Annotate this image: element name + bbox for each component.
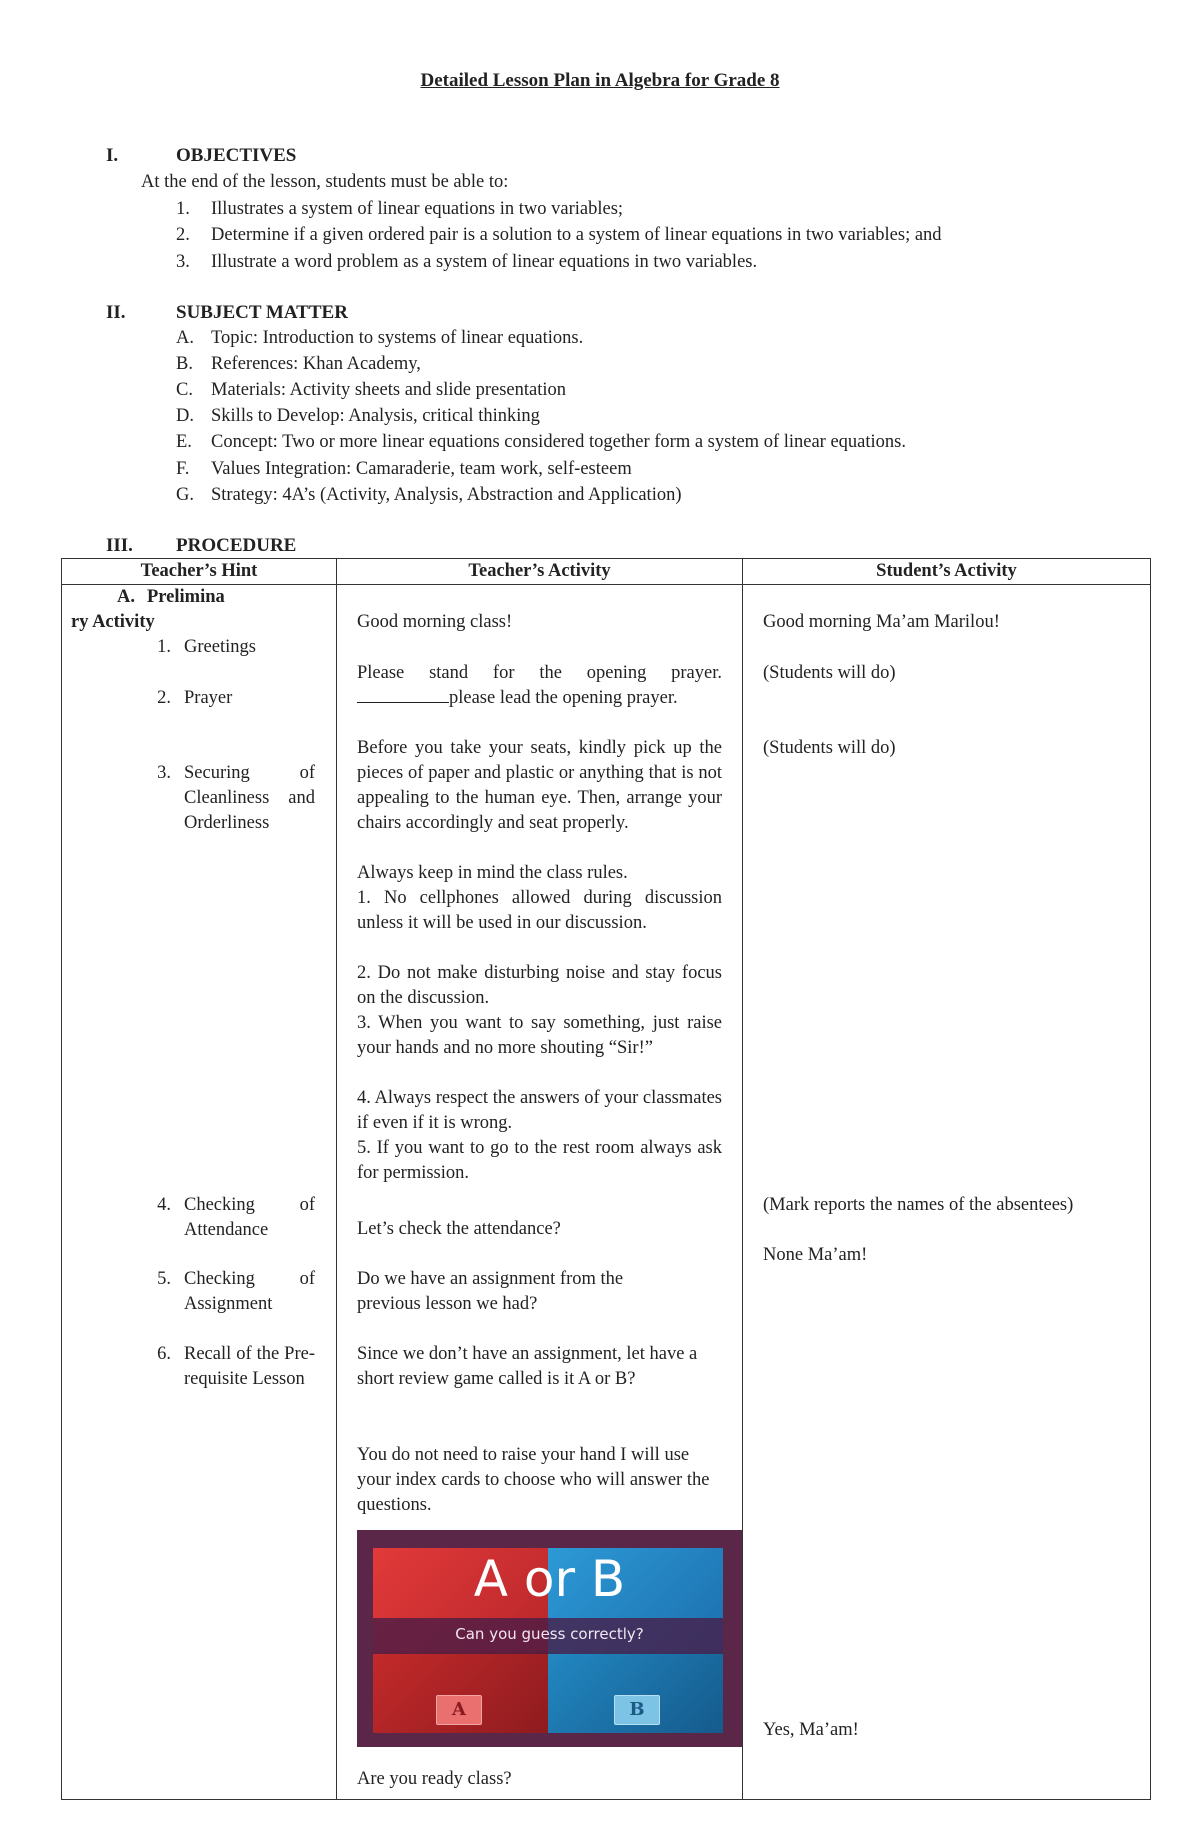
teacher-recall-intro: Since we don’t have an assignment, let have a short review game called is it A or B?: [357, 1344, 698, 1389]
objectives-title: OBJECTIVES: [176, 145, 297, 166]
column-header-student-activity: Student’s Activity: [876, 561, 1017, 581]
teacher-prayer: Please stand for the opening prayer. please lead the opening prayer.: [357, 663, 722, 708]
slide-option-a-badge: A: [436, 1695, 482, 1725]
student-prayer: (Students will do): [763, 663, 896, 683]
objective-item: 2. Determine if a given ordered pair is a solution to a system of linear equations in two variables; and: [176, 225, 942, 245]
column-header-teacher-hint: Teacher’s Hint: [140, 561, 258, 581]
student-cleanliness: (Students will do): [763, 738, 896, 758]
teacher-greeting: Good morning class!: [357, 612, 513, 632]
subject-matter-item: G. Strategy: 4A’s (Activity, Analysis, Abstraction and Application): [176, 485, 682, 505]
slide-subtitle: Can you guess correctly?: [455, 1625, 644, 1643]
procedure-heading: [106, 535, 296, 557]
class-rule-2: 2. Do not make disturbing noise and stay focus on the discussion.: [357, 963, 722, 1008]
procedure-number: III.: [106, 535, 133, 556]
teacher-assignment: Do we have an assignment from the previous lesson we had?: [357, 1269, 624, 1314]
objectives-intro: At the end of the lesson, students must be able to:: [141, 172, 509, 192]
slide-option-b-badge: B: [614, 1695, 660, 1725]
objectives-number: I.: [106, 145, 119, 166]
student-attendance: (Mark reports the names of the absentees): [763, 1195, 1074, 1215]
class-rule-1: 1. No cellphones allowed during discussion unless it will be used in our discussion.: [357, 888, 722, 933]
objectives-heading: [106, 145, 296, 167]
procedure-title: PROCEDURE: [176, 535, 297, 556]
subject-matter-item: D. Skills to Develop: Analysis, critical thinking: [176, 406, 540, 426]
class-rule-4: 4. Always respect the answers of your classmates if even if it is wrong.: [357, 1088, 722, 1133]
subject-matter-item: E. Concept: Two or more linear equations considered together form a system of linear equations.: [176, 432, 906, 452]
objective-item: 3. Illustrate a word problem as a system of linear equations in two variables.: [176, 252, 758, 272]
slide-title: A or B: [473, 1550, 626, 1608]
subject-matter-number: II.: [106, 302, 126, 323]
section-heading-line1: A. Prelimina: [117, 587, 225, 607]
subject-matter-heading: [106, 302, 348, 324]
column-divider: [742, 559, 743, 1799]
blank-line: [357, 686, 449, 703]
teacher-recall-instructions: You do not need to raise your hand I will use your index cards to choose who will answer the questions.: [357, 1445, 710, 1515]
objective-item: 1. Illustrates a system of linear equations in two variables;: [176, 199, 624, 219]
class-rule-5: 5. If you want to go to the rest room always ask for permission.: [357, 1138, 722, 1183]
student-assignment: None Ma’am!: [763, 1245, 868, 1265]
procedure-table: Teacher’s Hint Teacher’s Activity Student’s Activity A. Prelimina ry Activity 1. Greetings 2. Prayer 3. Securing of Cleanliness and Orderliness 4. Checking of Attendance 5. Checking of Assignment 6. Recall of the Pre-requisite Lesson Good morning class! Please stand for the opening prayer. please lead the opening prayer. Before you take your seats, kindly pick up the pieces of paper and plastic or anything that is not appealing to the human eye. Then, arrange your chairs accordingly and seat properly. Always keep in mind the class rules. 1. No cellphones allowed during discussion unless it will be used in our discussion. 2. Do not make disturbing noise and stay focus on the discussion. 3. When you want to say something, just raise your hands and no more shouting “Sir!” 4. Always respect the answers of your classmates if even if it is wrong. 5. If you want to go to the rest room always ask for permission. Let’s check the attendance? Do we have an assignment from the previous lesson we had? Since we don’t have an assignment, let have a short review game called is it A or B? You do not need to raise your hand I will use your index cards to choose who will answer the questions. A or B Can you guess correctly? A B Are you ready class? Good morning Ma’am Marilou! (Students will do) (Students will do) (Mark reports the names of the absentees) None Ma’am! Yes, Ma’am!: [61, 558, 1151, 1800]
teacher-ready-question: Are you ready class?: [357, 1769, 512, 1789]
subject-matter-title: SUBJECT MATTER: [176, 302, 348, 323]
teacher-attendance: Let’s check the attendance?: [357, 1219, 561, 1239]
a-or-b-slide-image: [357, 1530, 742, 1747]
teacher-rules-intro: Always keep in mind the class rules.: [357, 863, 628, 883]
teacher-cleanliness: Before you take your seats, kindly pick up the pieces of paper and plastic or anything that is not appealing to the human eye. Then, arrange your chairs accordingly and seat properly.: [357, 738, 722, 833]
subject-matter-item: F. Values Integration: Camaraderie, team work, self-esteem: [176, 459, 632, 479]
section-heading-line2: ry Activity: [71, 612, 155, 632]
subject-matter-item: A. Topic: Introduction to systems of linear equations.: [176, 328, 584, 348]
student-ready: Yes, Ma’am!: [763, 1720, 859, 1740]
subject-matter-item: C. Materials: Activity sheets and slide presentation: [176, 380, 567, 400]
column-header-teacher-activity: Teacher’s Activity: [468, 561, 611, 581]
column-divider: [336, 559, 337, 1799]
document-title: Detailed Lesson Plan in Algebra for Grade 8: [420, 70, 780, 91]
student-greeting: Good morning Ma’am Marilou!: [763, 612, 1000, 632]
subject-matter-item: B. References: Khan Academy,: [176, 354, 421, 374]
class-rule-3: 3. When you want to say something, just raise your hands and no more shouting “Sir!”: [357, 1013, 722, 1058]
